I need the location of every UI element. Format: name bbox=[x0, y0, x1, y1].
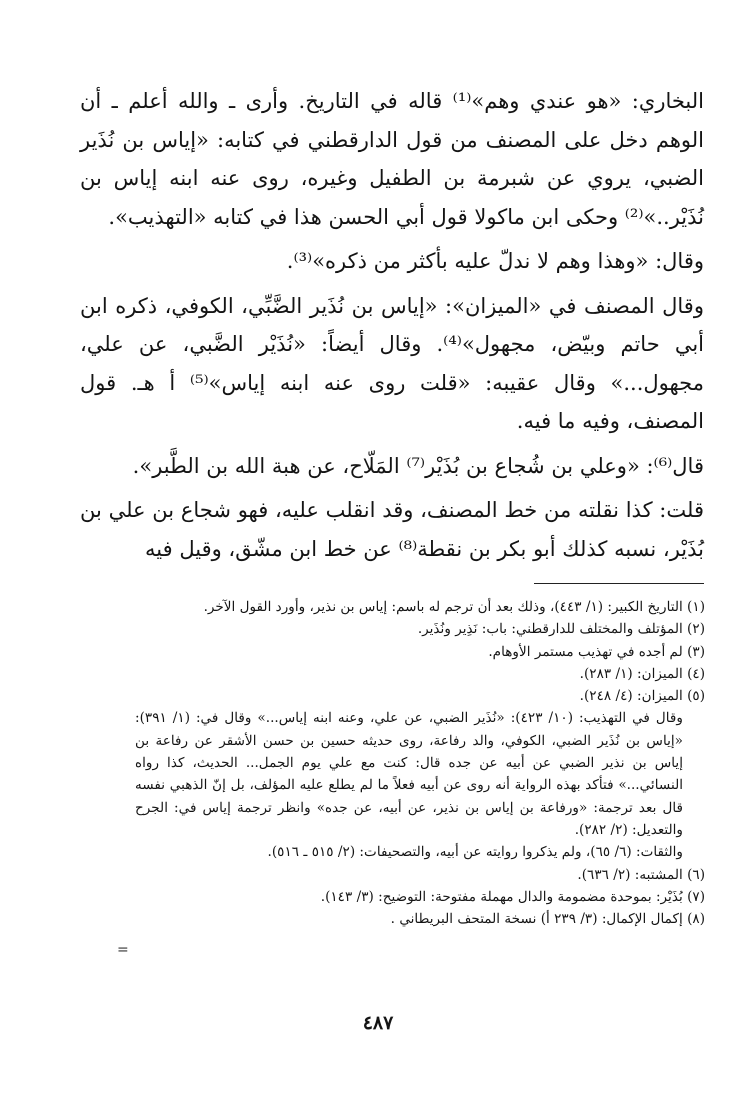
footnote: (٢) المؤتلف والمختلف للدارقطني: باب: نَذِير ونُذَير. bbox=[417, 621, 705, 638]
footnote-continuation: وقال في التهذيب: (١٠/ ٤٢٣): «نُذَير الضبي، عن علي، وعنه ابنه إياس...» وقال في: (١/ ٣٩١): «إياس بن نُذَير الضبي، الكوفي، والد رفاعة، روى حديثه حسين بن حسن الأشقر عن رفاعة بن إياس بن نذير الضبي عن أبيه عن جده قال: كنت مع علي يوم الجمل... الحديث، كذا رواه النسائي...» فتأكد بهذه الرواية أنه روى عن أبيه فعلاً ما لم يطلع عليه المؤلف، بل إنّ الذهبي نفسه قال بعد ترجمة: «ورفاعة بن إياس بن نذير، عن أبيه، عن جده» وانظر ترجمة إياس في: الجرح والتعديل: (٢/ ٢٨٢). bbox=[135, 710, 683, 838]
footnote: (٨) إكمال الإكمال: (٣/ ٢٣٩ أ) نسخة المتحف البريطاني . bbox=[390, 911, 705, 928]
page-number: ٤٨٧ bbox=[362, 1012, 394, 1034]
paragraph: وقال: «وهذا وهم لا ندلّ عليه بأكثر من ذكره»⁽³⁾. bbox=[286, 249, 704, 273]
footnote: (٥) الميزان: (٤/ ٢٤٨). bbox=[579, 688, 705, 705]
footnote-separator bbox=[534, 583, 704, 584]
paragraph: قلت: كذا نقلته من خط المصنف، وقد انقلب عليه، فهو شجاع بن علي بن بُذَيْر، نسبه كذلك أبو بكر بن نقطة⁽⁸⁾ عن خط ابن مشّق، وقيل فيه bbox=[80, 498, 704, 561]
paragraph: قال⁽⁶⁾: «وعلي بن شُجاع بن بُذَيْر⁽⁷⁾ المَلّاح، عن هبة الله بن الطَّبر». bbox=[132, 453, 704, 478]
footnote-continuation: والثقات: (٦/ ٦٥)، ولم يذكروا روايته عن أبيه، والتصحيفات: (٢/ ٥١٥ ـ ٥١٦). bbox=[267, 844, 683, 861]
margin-continuation-mark: = bbox=[117, 942, 129, 958]
footnote: (١) التاريخ الكبير: (١/ ٤٤٣)، وذلك بعد أن ترجم له باسم: إياس بن نذير، وأورد القول الآخر. bbox=[203, 599, 705, 615]
footnote: (٣) لم أجده في تهذيب مستمر الأوهام. bbox=[488, 643, 705, 660]
footnotes bbox=[135, 596, 705, 930]
footnote: (٧) بُذَيْر: بموحدة مضمومة والدال مهملة مفتوحة: التوضيح: (٣/ ١٤٣). bbox=[320, 888, 705, 905]
footnote: (٦) المشتبه: (٢/ ٦٣٦). bbox=[577, 866, 705, 883]
footnote: (٤) الميزان: (١/ ٢٨٣). bbox=[579, 665, 705, 682]
paragraph: البخاري: «هو عندي وهم»⁽¹⁾ قاله في التاريخ. وأرى ـ والله أعلم ـ أن الوهم دخل على المصنف من قول الدارقطني في كتابه: «إياس بن نُذَير الضبي، يروي عن شبرمة بن الطفيل وغيره، روى عنه ابنه إياس بن نُذَيْر..»⁽²⁾ وحكى ابن ماكولا قول أبي الحسن هذا في كتابه «التهذيب». bbox=[80, 89, 704, 229]
paragraph: وقال المصنف في «الميزان»: «إياس بن نُذَير الضَّبِّي، الكوفي، ذكره ابن أبي حاتم وبيّض، مجهول»⁽⁴⁾. وقال أيضاً: «نُذَيْر الضَّبي، عن علي، مجهول...» وقال عقيبه: «قلت روى عنه ابنه إياس»⁽⁵⁾ أ هـ. قول المصنف، وفيه ما فيه. bbox=[80, 293, 704, 433]
main-text bbox=[80, 82, 704, 568]
